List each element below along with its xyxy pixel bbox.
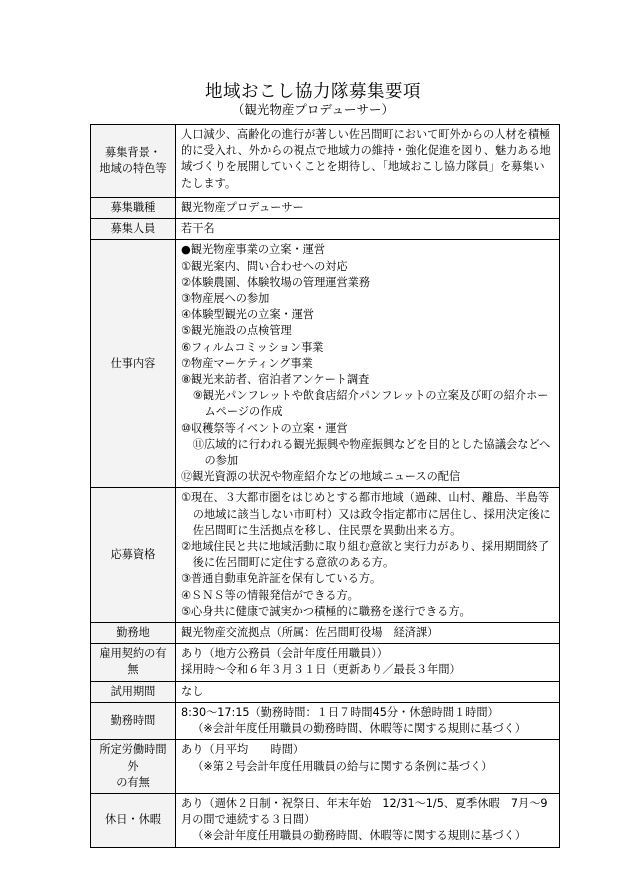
row-label-hours: 勤務時間: [91, 702, 176, 739]
row-value-probation: なし: [176, 681, 560, 702]
table-row-contract: [91, 644, 560, 681]
table-row-headcount: [91, 219, 560, 240]
list-item: ③普通自動車免許証を保有している方。: [181, 572, 382, 586]
list-item: ②地域住民と共に地域活動に取り組む意欲と実行力があり、採用期間終了後に佐呂間町に定住する意欲のある方。: [181, 540, 550, 570]
list-item: ⑥フィルムコミッション事業: [181, 340, 324, 354]
row-value-duties: [176, 240, 560, 488]
row-value-background: 人口減少、高齢化の進行が著しい佐呂間町において町外からの人材を積極的に受入れ、外からの視点で地域力の維持・強化促進を図り、魅力ある地域づくりを展開していくことを期待し、「地域おこし協力隊員」を募集いたします。: [176, 125, 560, 198]
row-label-background: 募集背景・ 地域の特色等: [91, 125, 176, 198]
row-value-qualifications: [176, 488, 560, 623]
list-item: ⑪広域的に行われる観光振興や物産振興などを目的とした協議会などへの参加: [192, 437, 551, 468]
row-value-holidays: あり（週休２日制・祝祭日、年末年始 12/31～1/5、夏季休暇 7月～9月の間で連続する３日間） （※会計年度任用職員の勤務時間、休暇等に関する規則に基づく）: [176, 793, 560, 847]
document-subtitle: （観光物産プロデューサー）: [231, 102, 395, 117]
row-value-overtime: あり（月平均 時間） （※第２号会計年度任用職員の給与に関する条例に基づく）: [176, 740, 560, 794]
table-row-position: [91, 198, 560, 219]
list-item: ⑦物産マーケティング事業: [181, 356, 313, 370]
row-label-duties: 仕事内容: [91, 240, 176, 488]
row-label-holidays: 休日・休暇: [91, 793, 176, 847]
row-label-position: 募集職種: [91, 198, 176, 219]
list-item: ⑩収穫祭等イベントの立案・運営: [181, 421, 348, 435]
row-value-headcount: 若干名: [176, 219, 560, 240]
table-row-workplace: [91, 623, 560, 644]
row-label-workplace: 勤務地: [91, 623, 176, 644]
recruitment-table: [90, 124, 560, 848]
list-item: ④体験型観光の立案・運営: [181, 308, 315, 322]
table-row-holidays: [91, 793, 560, 847]
table-row-duties: [91, 240, 560, 488]
table-row-qualifications: [91, 488, 560, 623]
row-value-contract: あり（地方公務員（会計年度任用職員）） 採用時～令和６年３月３１日（更新あり／最長３年間）: [176, 644, 560, 681]
list-item: ③物産展への参加: [181, 292, 270, 306]
list-item: ①現在、３大都市圏をはじめとする都市地域（過疎、山村、離島、半島等の地域に該当しない市町村）又は政令指定都市に居住し、採用決定後に佐呂間町に生活拠点を移し、住民票を異動出来る方。: [181, 491, 551, 537]
list-item: ⑫観光資源の状況や物産紹介などの地域ニュースの配信: [181, 470, 461, 484]
row-label-probation: 試用期間: [91, 681, 176, 702]
row-value-position: 観光物産プロデューサー: [176, 198, 560, 219]
list-item: ④ＳＮＳ等の情報発信ができる方。: [181, 588, 359, 602]
list-item: ●観光物産事業の立案・運営: [181, 243, 326, 257]
row-label-contract: 雇用契約の有無: [91, 644, 176, 681]
list-item: ②体験農園、体験牧場の管理運営業務: [181, 275, 371, 289]
table-row-overtime: [91, 740, 560, 794]
row-label-qualifications: 応募資格: [91, 488, 176, 623]
list-item: ⑧観光来訪者、宿泊者アンケート調査: [181, 373, 370, 387]
row-label-headcount: 募集人員: [91, 219, 176, 240]
list-item: ①観光案内、問い合わせへの対応: [181, 259, 348, 273]
document-title: 地域おこし協力隊募集要項: [205, 82, 421, 102]
list-item: ⑤心身共に健康で誠実かつ積極的に職務を遂行できる方。: [181, 604, 471, 618]
row-value-hours: 8:30～17:15（勤務時間：１日７時間45分・休憩時間１時間） （※会計年度任用職員の勤務時間、休暇等に関する規則に基づく）: [176, 702, 560, 739]
list-item: ⑤観光施設の点検管理: [181, 324, 292, 338]
list-item: ⑨観光パンフレットや飲食店紹介パンフレットの立案及び町の紹介ホームページの作成: [192, 389, 549, 419]
row-value-workplace: 観光物産交流拠点（所属：佐呂間町役場 経済課）: [176, 623, 560, 644]
table-row-background: [91, 125, 560, 198]
table-row-probation: [91, 681, 560, 702]
row-label-overtime: 所定労働時間外 の有無: [91, 740, 176, 794]
table-row-hours: [91, 702, 560, 739]
